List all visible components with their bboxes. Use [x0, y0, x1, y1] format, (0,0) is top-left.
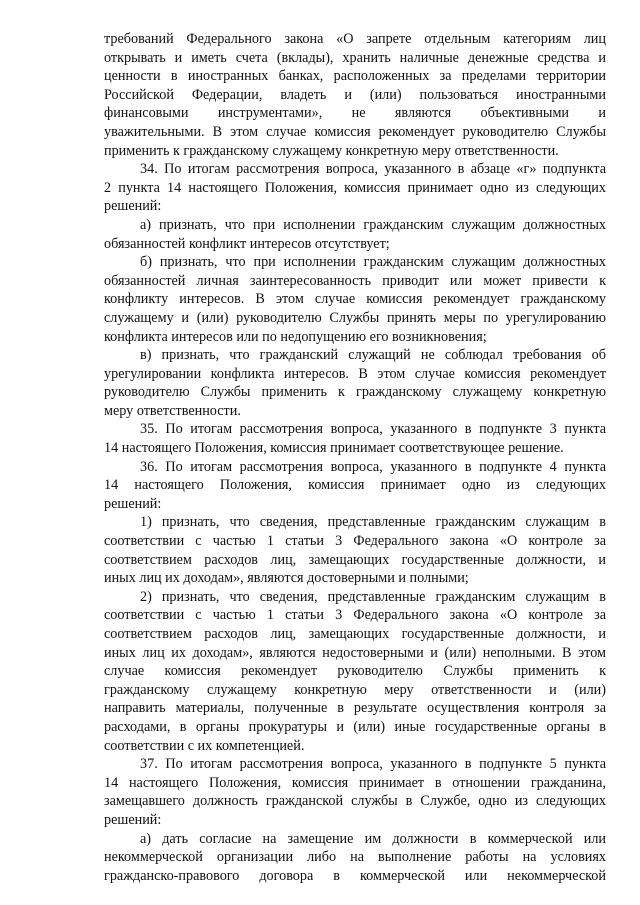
text-line: меру ответственности.: [104, 402, 241, 419]
text-line: расходами, в органы прокуратуры и (или) иные государственные органы в: [104, 718, 606, 735]
text-line: конфликту интересов. В этом случае комиссия рекомендует гражданскому: [104, 291, 606, 308]
text-line: решений:: [104, 198, 162, 215]
text-line: 37. По итогам рассмотрения вопроса, указанного в подпункте 5 пункта: [140, 756, 606, 773]
text-line: обязанностей конфликт интересов отсутствует;: [104, 235, 390, 252]
text-line: а) признать, что при исполнении гражданским служащим должностных: [140, 216, 606, 233]
text-line: 35. По итогам рассмотрения вопроса, указанного в подпункте 3 пункта: [140, 421, 606, 438]
text-line: 2 пункта 14 настоящего Положения, комиссия принимает одно из следующих: [104, 179, 606, 196]
text-line: открывать и иметь счета (вклады), хранить наличные денежные средства и: [104, 49, 606, 66]
text-line: конфликта интересов или по недопущению его возникновения;: [104, 328, 487, 345]
text-line: решений:: [104, 495, 162, 512]
text-line: 34. По итогам рассмотрения вопроса, указанного в абзаце «г» подпункта: [140, 161, 606, 178]
text-line: соответствием расходов лиц, замещающих государственные должности, и: [104, 626, 606, 642]
text-line: случае комиссия рекомендует руководителю Службы применить к: [104, 663, 606, 680]
text-line: направить материалы, полученные в результате осуществления контроля за: [104, 700, 606, 717]
text-line: гражданскому служащему конкретную меру ответственности и (или): [104, 681, 606, 698]
text-line: решений:: [104, 811, 162, 828]
text-line: урегулировании конфликта интересов. В этом случае комиссия рекомендует: [104, 365, 606, 382]
text-line: 14 настоящего Положения, комиссия принимает соответствующее решение.: [104, 440, 564, 457]
text-line: руководителю Службы применить к гражданскому служащему конкретную: [104, 384, 606, 401]
text-line: требований Федерального закона «О запрете отдельным категориям лиц: [104, 31, 606, 47]
text-line: финансовыми инструментами», не являются объективными и: [104, 105, 606, 122]
text-line: соответствии с частью 1 статьи 3 Федерального закона «О контроле за: [104, 533, 606, 550]
text-line: ценности в иностранных банках, расположенных за пределами территории: [104, 68, 606, 85]
text-line: а) дать согласие на замещение им должности в коммерческой или: [140, 830, 606, 847]
text-line: иных лиц их доходам», являются недостоверными и (или) неполными. В этом: [104, 644, 606, 661]
text-line: соответствии с частью 1 статьи 3 Федерального закона «О контроле за: [104, 607, 606, 624]
text-line: 2) признать, что сведения, представленные гражданским служащим в: [140, 588, 606, 605]
text-line: 14 настоящего Положения, комиссия принимает в отношении гражданина,: [104, 774, 606, 791]
text-line: 36. По итогам рассмотрения вопроса, указанного в подпункте 4 пункта: [140, 458, 606, 475]
text-line: служащему и (или) руководителю Службы принять меры по урегулированию: [104, 309, 606, 326]
text-line: в) признать, что гражданский служащий не соблюдал требования об: [140, 347, 606, 364]
text-line: 14 настоящего Положения, комиссия принимает одно из следующих: [104, 477, 606, 494]
text-line: соответствии с их компетенцией.: [104, 737, 305, 754]
text-line: применить к гражданскому служащему конкретную меру ответственности.: [104, 142, 559, 159]
text-line: б) признать, что при исполнении гражданским служащим должностных: [140, 254, 606, 271]
text-line: соответствием расходов лиц, замещающих государственные должности, и: [104, 551, 606, 568]
text-line: 1) признать, что сведения, представленные гражданским служащим в: [140, 514, 606, 531]
text-line: Российской Федерации, владеть и (или) пользоваться иностранными: [104, 86, 606, 103]
text-line: замещавшего должность гражданской службы в Службе, одно из следующих: [104, 793, 606, 810]
text-line: гражданско-правового договора в коммерческой или некоммерческой: [104, 867, 606, 884]
text-line: иных лиц их доходам», являются достоверными и полными;: [104, 570, 469, 587]
text-line: обязанностей личная заинтересованность приводит или может привести к: [104, 272, 606, 289]
text-line: некоммерческой организации либо на выполнение работы на условиях: [104, 849, 606, 866]
text-line: уважительными. В этом случае комиссия рекомендует руководителю Службы: [104, 123, 606, 140]
